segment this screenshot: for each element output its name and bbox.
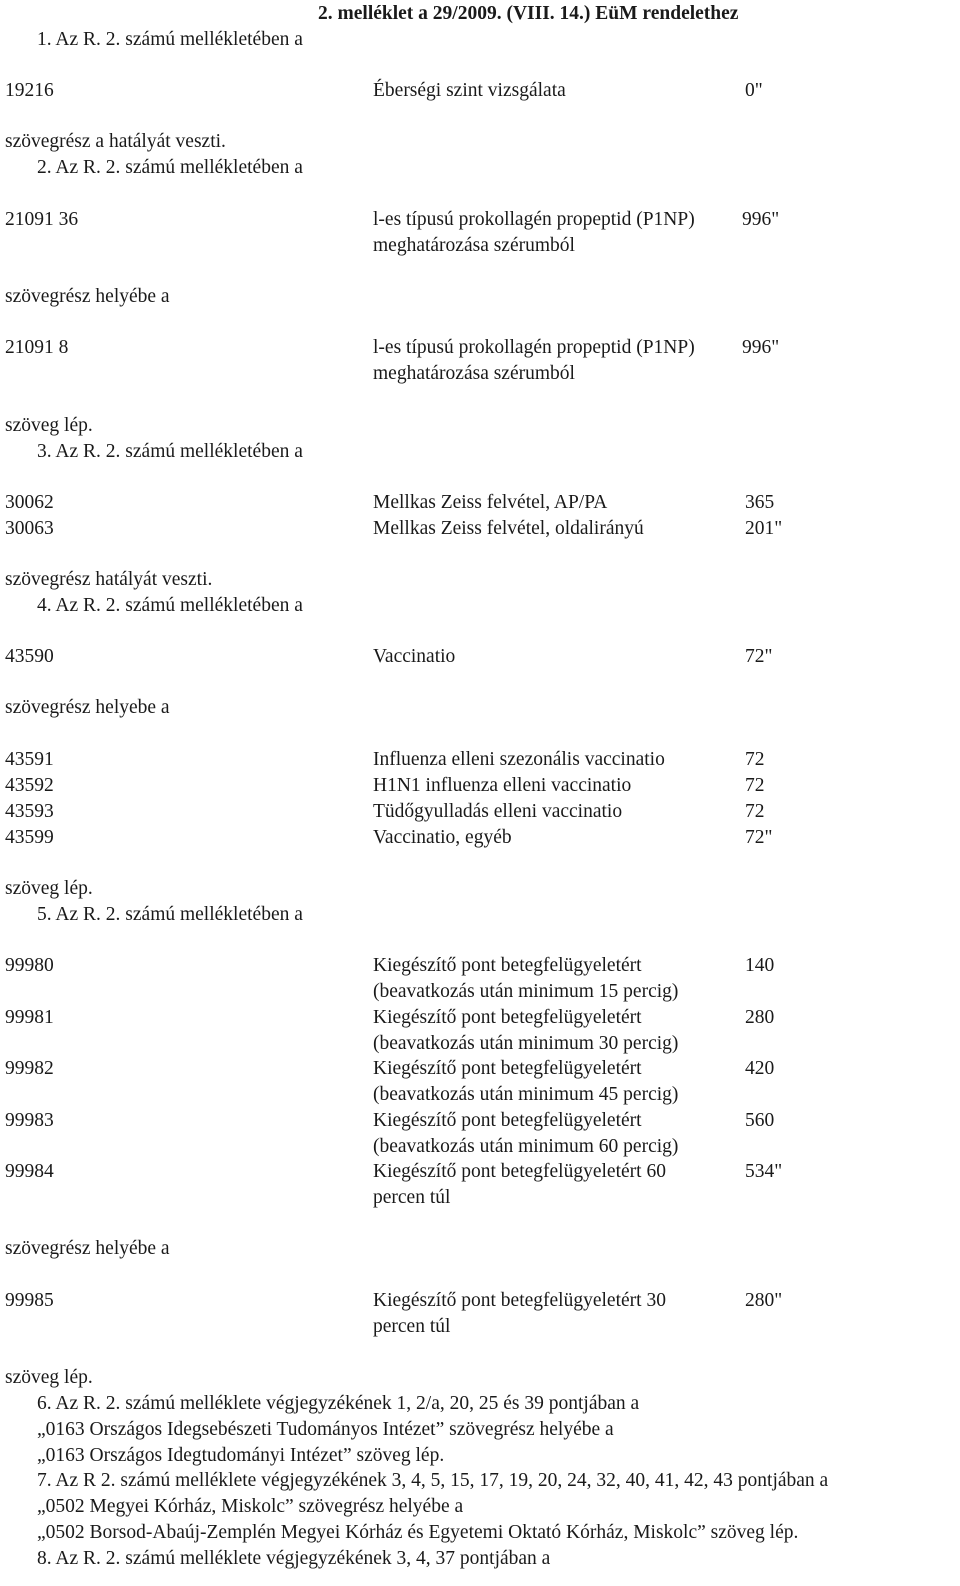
row-code: 43591 bbox=[5, 749, 54, 770]
row-code: 21091 8 bbox=[5, 337, 69, 358]
row-code: 30063 bbox=[5, 518, 54, 539]
row-value: 72 bbox=[745, 775, 765, 796]
row-code: 99981 bbox=[5, 1007, 54, 1028]
amendment-item-6-new-text: „0163 Országos Idegtudományi Intézet” szöveg lép. bbox=[37, 1445, 445, 1466]
row-code: 99985 bbox=[5, 1290, 54, 1311]
row-code: 99984 bbox=[5, 1161, 54, 1182]
row-value: 534" bbox=[745, 1161, 783, 1182]
row-name: Kiegészítő pont betegfelügyeletért bbox=[373, 1007, 642, 1028]
row-code: 99982 bbox=[5, 1058, 54, 1079]
row-name: l-es típusú prokollagén propeptid (P1NP) bbox=[373, 209, 695, 230]
row-name: Influenza elleni szezonális vaccinatio bbox=[373, 749, 665, 770]
row-value: 0" bbox=[745, 80, 763, 101]
row-name-continuation: (beavatkozás után minimum 45 percig) bbox=[373, 1084, 679, 1105]
row-name: Kiegészítő pont betegfelügyeletért bbox=[373, 955, 642, 976]
amendment-item-7: 7. Az R 2. számú melléklete végjegyzékének 3, 4, 5, 15, 17, 19, 20, 24, 32, 40, 41, 42, 43 pontjában a bbox=[37, 1470, 829, 1491]
row-value: 72" bbox=[745, 646, 773, 667]
row-value: 996" bbox=[742, 337, 780, 358]
amendment-item-7-new-text: „0502 Borsod-Abaúj-Zemplén Megyei Kórház és Egyetemi Oktató Kórház, Miskolc” szöveg lép. bbox=[37, 1522, 799, 1543]
row-name: Kiegészítő pont betegfelügyeletért 60 bbox=[373, 1161, 666, 1182]
block-note: szöveg lép. bbox=[5, 878, 93, 899]
row-value: 420 bbox=[745, 1058, 775, 1079]
row-code: 43590 bbox=[5, 646, 54, 667]
row-value: 72 bbox=[745, 749, 765, 770]
row-value: 280 bbox=[745, 1007, 775, 1028]
row-name-continuation: meghatározása szérumból bbox=[373, 363, 575, 384]
row-value: 72 bbox=[745, 801, 765, 822]
amendment-item-8: 8. Az R. 2. számú melléklete végjegyzékének 3, 4, 37 pontjában a bbox=[37, 1548, 551, 1569]
row-name-continuation: percen túl bbox=[373, 1187, 451, 1208]
block-note: szövegrész helyébe a bbox=[5, 286, 170, 307]
row-name: Mellkas Zeiss felvétel, oldalirányú bbox=[373, 518, 644, 539]
row-code: 43599 bbox=[5, 827, 54, 848]
row-name: Kiegészítő pont betegfelügyeletért bbox=[373, 1110, 642, 1131]
block-note: szövegrész a hatályát veszti. bbox=[5, 131, 226, 152]
row-value: 365 bbox=[745, 492, 775, 513]
row-code: 99983 bbox=[5, 1110, 54, 1131]
row-name-continuation: (beavatkozás után minimum 15 percig) bbox=[373, 981, 679, 1002]
row-name: H1N1 influenza elleni vaccinatio bbox=[373, 775, 632, 796]
row-name: Mellkas Zeiss felvétel, AP/PA bbox=[373, 492, 608, 513]
row-code: 43592 bbox=[5, 775, 54, 796]
row-value: 280" bbox=[745, 1290, 783, 1311]
document-title: 2. melléklet a 29/2009. (VIII. 14.) EüM rendelethez bbox=[318, 3, 739, 24]
amendment-item-5: 5. Az R. 2. számú mellékletében a bbox=[37, 904, 303, 925]
row-code: 43593 bbox=[5, 801, 54, 822]
row-name: Tüdőgyulladás elleni vaccinatio bbox=[373, 801, 623, 822]
row-value: 72" bbox=[745, 827, 773, 848]
block-note: szöveg lép. bbox=[5, 1367, 93, 1388]
amendment-item-1: 1. Az R. 2. számú mellékletében a bbox=[37, 29, 303, 50]
block-note: szöveg lép. bbox=[5, 415, 93, 436]
row-name-continuation: meghatározása szérumból bbox=[373, 235, 575, 256]
row-value: 140 bbox=[745, 955, 775, 976]
block-note: szövegrész hatályát veszti. bbox=[5, 569, 213, 590]
row-name: Vaccinatio bbox=[373, 646, 456, 667]
row-name: l-es típusú prokollagén propeptid (P1NP) bbox=[373, 337, 695, 358]
row-code: 30062 bbox=[5, 492, 54, 513]
row-name: Kiegészítő pont betegfelügyeletért bbox=[373, 1058, 642, 1079]
block-note: szövegrész helyebe a bbox=[5, 697, 170, 718]
row-name: Éberségi szint vizsgálata bbox=[373, 80, 566, 101]
row-value: 560 bbox=[745, 1110, 775, 1131]
row-code: 21091 36 bbox=[5, 209, 79, 230]
block-note: szövegrész helyébe a bbox=[5, 1238, 170, 1259]
amendment-item-7-old-text: „0502 Megyei Kórház, Miskolc” szövegrész helyébe a bbox=[37, 1496, 464, 1517]
row-name-continuation: (beavatkozás után minimum 60 percig) bbox=[373, 1136, 679, 1157]
amendment-item-3: 3. Az R. 2. számú mellékletében a bbox=[37, 441, 303, 462]
row-code: 19216 bbox=[5, 80, 54, 101]
row-name: Vaccinatio, egyéb bbox=[373, 827, 512, 848]
amendment-item-4: 4. Az R. 2. számú mellékletében a bbox=[37, 595, 303, 616]
row-value: 201" bbox=[745, 518, 783, 539]
row-code: 99980 bbox=[5, 955, 54, 976]
row-name: Kiegészítő pont betegfelügyeletért 30 bbox=[373, 1290, 666, 1311]
amendment-item-2: 2. Az R. 2. számú mellékletében a bbox=[37, 157, 303, 178]
row-name-continuation: percen túl bbox=[373, 1316, 451, 1337]
row-name-continuation: (beavatkozás után minimum 30 percig) bbox=[373, 1033, 679, 1054]
amendment-item-6-old-text: „0163 Országos Idegsebészeti Tudományos Intézet” szövegrész helyébe a bbox=[37, 1419, 614, 1440]
row-value: 996" bbox=[742, 209, 780, 230]
amendment-item-6: 6. Az R. 2. számú melléklete végjegyzékének 1, 2/a, 20, 25 és 39 pontjában a bbox=[37, 1393, 640, 1414]
